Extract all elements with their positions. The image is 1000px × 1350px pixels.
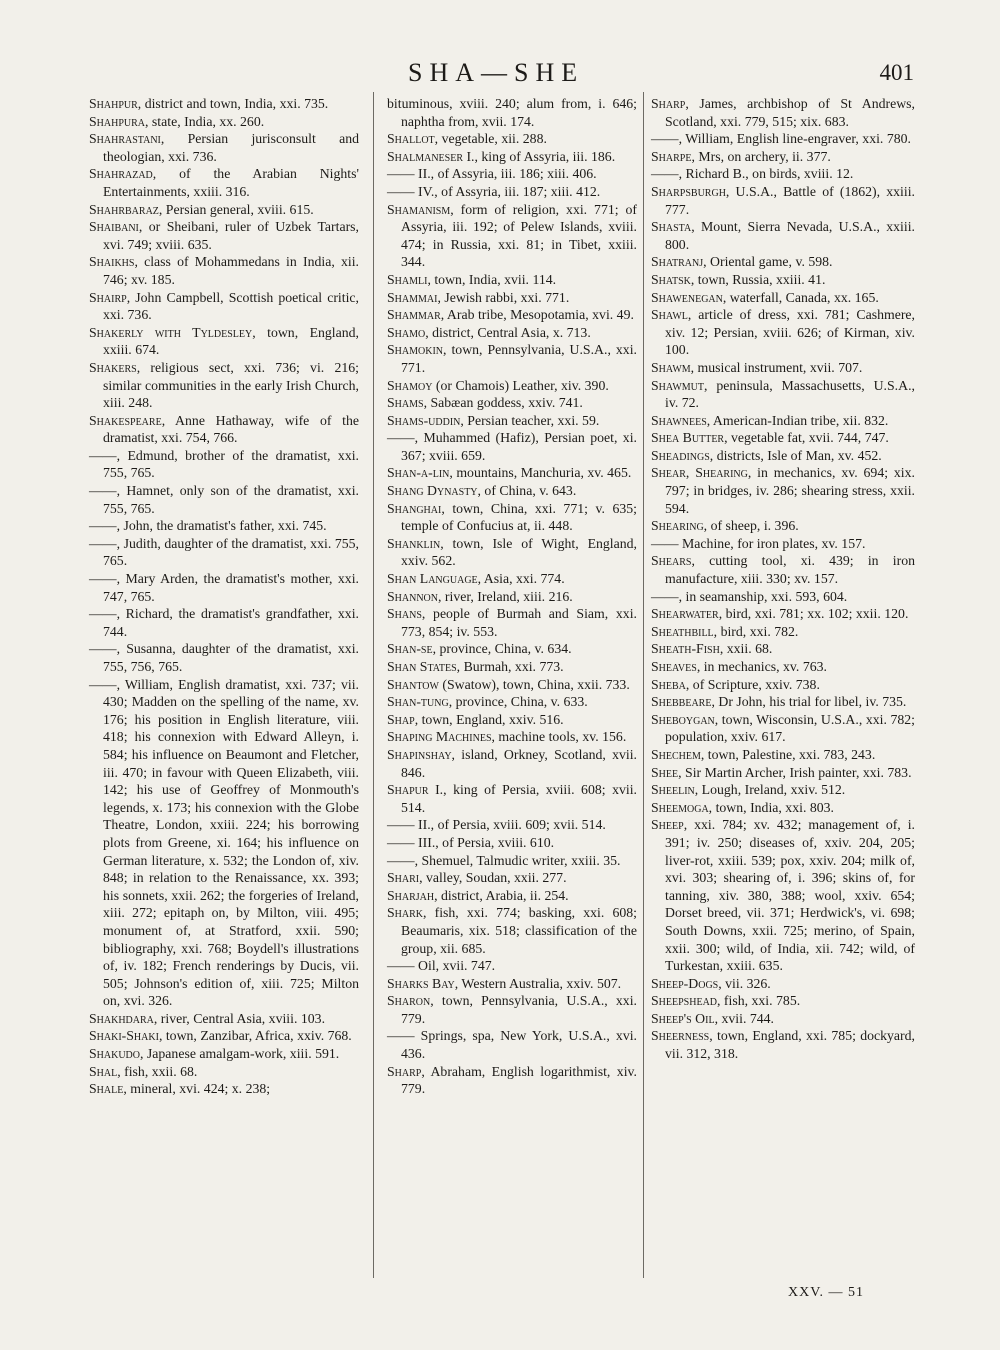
index-entry bbox=[387, 658, 637, 676]
entry-headword: Shear, Shearing bbox=[651, 465, 748, 481]
entry-references: , Abraham, English logarithmist, xiv. 779. bbox=[401, 1063, 637, 1097]
entry-references: —— Machine, for iron plates, xv. 157. bbox=[651, 535, 866, 551]
index-entry bbox=[89, 605, 359, 640]
entry-references: , James, archbishop of St Andrews, Scotland, xxi. 779, 515; xix. 683. bbox=[665, 96, 915, 129]
index-entry bbox=[89, 640, 359, 675]
entry-references: , Burmah, xxi. 773. bbox=[456, 659, 564, 674]
entry-headword: Shearing bbox=[651, 518, 704, 534]
entry-references: , Arab tribe, Mesopotamia, xvi. 49. bbox=[440, 307, 634, 323]
entry-headword: Sheep's Oil bbox=[651, 1010, 715, 1026]
entry-headword: Shakers bbox=[89, 359, 137, 375]
entry-references: , mineral, xvi. 424; x. 238; bbox=[123, 1081, 271, 1097]
entry-references: , Persian teacher, xxi. 59. bbox=[460, 412, 600, 428]
entry-headword: Shamanism bbox=[387, 201, 451, 217]
index-entry bbox=[387, 394, 637, 412]
entry-references: , districts, Isle of Man, xv. 452. bbox=[709, 447, 882, 463]
entry-references: , religious sect, xxi. 736; vi. 216; similar communities in the early Irish Church, xiii. 248. bbox=[103, 359, 359, 411]
entry-references: , of China, v. 643. bbox=[477, 483, 577, 499]
entry-headword: Shapur bbox=[387, 782, 429, 798]
entry-references: , Sabæan goddess, xxiv. 741. bbox=[423, 395, 583, 411]
entry-headword: Sheba bbox=[651, 676, 686, 692]
entry-headword: Sharpe bbox=[651, 148, 692, 164]
entry-references: ——, William, English line-engraver, xxi. 780. bbox=[651, 131, 911, 147]
index-entry bbox=[651, 306, 915, 359]
entry-headword: Shaibani bbox=[89, 219, 139, 235]
entry-references: —— II., of Assyria, iii. 186; xiii. 406. bbox=[387, 166, 597, 182]
entry-references: , town, Pennsylvania, U.S.A., xxi. 779. bbox=[401, 993, 637, 1026]
column-rule bbox=[643, 92, 644, 1278]
index-entry bbox=[387, 887, 637, 905]
entry-headword: Shap bbox=[387, 711, 415, 727]
index-entry bbox=[651, 130, 915, 148]
entry-headword: Shakerly with Tyldesley bbox=[89, 324, 253, 340]
index-entry bbox=[651, 412, 915, 430]
entry-headword: Sharks Bay bbox=[387, 975, 455, 991]
entry-references: , article of dress, xxi. 781; Cashmere, xiv. 12; Persian, xviii. 626; of Kirman, xiv. 100. bbox=[665, 307, 915, 358]
entry-references: , vegetable, xii. 288. bbox=[434, 131, 547, 147]
entry-references: (Swatow), town, China, xxii. 733. bbox=[438, 676, 630, 692]
entry-references: , town, Zanzibar, Africa, xxiv. 768. bbox=[158, 1028, 352, 1044]
index-entry bbox=[387, 183, 637, 201]
entry-references: I., king of Assyria, iii. 186. bbox=[463, 148, 616, 164]
entry-references: ——, Judith, daughter of the dramatist, xxi. 755, 765. bbox=[89, 535, 359, 569]
entry-references: , Asia, xxi. 774. bbox=[477, 571, 565, 587]
entry-references: , Japanese amalgam-work, xiii. 591. bbox=[140, 1046, 340, 1062]
entry-references: , of the Arabian Nights' Entertainments, xxiii. 316. bbox=[103, 166, 359, 199]
index-entry bbox=[89, 1080, 359, 1098]
entry-headword: Shahpura bbox=[89, 113, 146, 129]
entry-references: (or Chamois) Leather, xiv. 390. bbox=[432, 377, 609, 393]
entry-headword: Shannon bbox=[387, 588, 439, 604]
index-entry bbox=[651, 377, 915, 412]
index-entry bbox=[89, 289, 359, 324]
entry-references: , in mechanics, xv. 763. bbox=[696, 659, 827, 674]
entry-references: —— Springs, spa, New York, U.S.A., xvi. 436. bbox=[387, 1028, 637, 1062]
entry-references: I., king of Persia, xviii. 608; xvii. 514. bbox=[401, 782, 637, 815]
entry-headword: Sharjah bbox=[387, 887, 435, 903]
entry-references: ——, Richard, the dramatist's grandfather, xxi. 744. bbox=[89, 606, 359, 639]
entry-headword: Shechem bbox=[651, 746, 701, 762]
index-entry bbox=[89, 1063, 359, 1081]
index-entry bbox=[387, 992, 637, 1027]
index-entry bbox=[651, 1010, 915, 1028]
entry-references: , vegetable fat, xvii. 744, 747. bbox=[724, 430, 889, 446]
entry-references: , people of Burmah and Siam, xxi. 773, 854; iv. 553. bbox=[401, 606, 637, 639]
index-entry bbox=[89, 359, 359, 412]
entry-headword: Shakhdara bbox=[89, 1010, 154, 1026]
entry-headword: Shans bbox=[387, 606, 422, 622]
entry-references: —— IV., of Assyria, iii. 187; xiii. 412. bbox=[387, 183, 601, 199]
entry-headword: Sheath-Fish bbox=[651, 641, 720, 657]
entry-headword: Shakespeare bbox=[89, 412, 162, 428]
index-entry bbox=[387, 781, 637, 816]
index-entry bbox=[89, 412, 359, 447]
entry-references: , xxii. 68. bbox=[719, 641, 773, 657]
entry-references: , town, India, xxi. 803. bbox=[708, 799, 834, 815]
entry-headword: Shanghai bbox=[387, 500, 442, 516]
entry-references: , town, India, xvii. 114. bbox=[427, 271, 557, 287]
entry-headword: Shan-se bbox=[387, 641, 433, 657]
entry-references: , town, Palestine, xxi. 783, 243. bbox=[700, 746, 876, 762]
entry-references: , Persian general, xviii. 615. bbox=[158, 201, 314, 217]
entry-headword: Sheemoga bbox=[651, 799, 709, 815]
index-entry bbox=[651, 693, 915, 711]
index-entry bbox=[89, 324, 359, 359]
index-entry bbox=[387, 693, 637, 711]
index-entry bbox=[387, 711, 637, 729]
index-entry bbox=[387, 746, 637, 781]
entry-references: , John Campbell, Scottish poetical critic, xxi. 736. bbox=[103, 289, 359, 323]
entry-references: , Anne Hathaway, wife of the dramatist, xxi. 754, 766. bbox=[103, 412, 359, 446]
entry-references: , province, China, v. 633. bbox=[448, 694, 588, 710]
entry-headword: Shee bbox=[651, 764, 679, 780]
entry-references: —— III., of Persia, xviii. 610. bbox=[387, 834, 555, 850]
index-entry bbox=[89, 253, 359, 288]
entry-headword: Shapinshay bbox=[387, 746, 452, 762]
page-number: 401 bbox=[879, 60, 914, 85]
entry-headword: Shalmaneser bbox=[387, 148, 464, 164]
index-entry bbox=[89, 1045, 359, 1063]
index-entry bbox=[387, 289, 637, 307]
entry-references: , xxi. 784; xv. 432; management of, i. 391; iv. 250; diseases of, xxiv. 204, 205; liver-rot, xxiii. 539; pox, xxiv. 204; milk of, xvi. 303; shearing of, i. 396; skins of, for tanning, xiv. 380, 388; wool, xxiv. 654; Dorset breed, vii. 371; Herdwick's, vi. 698; South Downs, xxii. 725; merino, of Spain, xxii. 300; wild, of India, xii. 742; wild, of Turkestan, xxiii. 635. bbox=[665, 817, 915, 974]
entry-references: ——, Edmund, brother of the dramatist, xxi. 755, 765. bbox=[89, 447, 359, 481]
entry-references: , town, England, xxiii. 674. bbox=[103, 324, 359, 358]
entry-references: , valley, Soudan, xxii. 277. bbox=[419, 870, 567, 886]
index-entry bbox=[387, 904, 637, 957]
entry-references: , of Scripture, xxiv. 738. bbox=[685, 676, 820, 692]
entry-headword: Sheep-Dogs bbox=[651, 975, 719, 991]
entry-references: ——, William, English dramatist, xxi. 737; vii. 430; Madden on the spelling of the name, xv. 176; his position in English literature, viii. 418; his connexion with Edward Alleyn, i. 584; his influence on Beaumont and Fletcher, iii. 470; in favour with Queen Elizabeth, viii. 142; his use of Geoffrey of Monmouth's legends, x. 173; his connexion with the Globe Theatre, London, xxiii. 224; his borrowing plots from Greene, xi. 164; his influence on German literature, x. 532; the London of, xiv. 848; in relation to the Renaissance, xx. 393; his sonnets, xxii. 262; the forgeries of Ireland, xiii. 272; epitaph on, by Milton, viii. 495; monument of, at Stratford, xxii. 590; bibliography, xxi. 768; Boydell's illustrations of, iv. 182; French renderings by Ducis, vii. 505; Johnson's edition of, xiii. 725; Milton on, xvi. 326. bbox=[89, 676, 359, 1009]
entry-references: , mountains, Manchuria, xv. 465. bbox=[449, 465, 632, 481]
index-entry bbox=[651, 253, 915, 271]
entry-references: , machine tools, xv. 156. bbox=[491, 729, 627, 745]
index-entry bbox=[387, 852, 637, 870]
index-entry bbox=[651, 623, 915, 641]
index-entry bbox=[387, 975, 637, 993]
index-entry bbox=[651, 781, 915, 799]
entry-references: ——, in seamanship, xxi. 593, 604. bbox=[651, 588, 848, 604]
entry-headword: Shearwater bbox=[651, 606, 719, 622]
index-entry bbox=[89, 130, 359, 165]
entry-references: , or Sheibani, ruler of Uzbek Tartars, xvi. 749; xviii. 635. bbox=[103, 219, 359, 252]
index-entry bbox=[651, 746, 915, 764]
index-entry bbox=[651, 764, 915, 782]
entry-headword: Sheaves bbox=[651, 659, 697, 674]
entry-references: , xvii. 744. bbox=[714, 1010, 774, 1026]
index-entry bbox=[89, 113, 359, 131]
index-entry bbox=[89, 201, 359, 219]
index-entry bbox=[387, 95, 637, 130]
index-entry bbox=[89, 535, 359, 570]
index-entry bbox=[387, 482, 637, 500]
index-entry bbox=[387, 834, 637, 852]
index-entry bbox=[387, 1027, 637, 1062]
entry-headword: Shantow bbox=[387, 676, 439, 692]
entry-headword: Shan Language bbox=[387, 571, 478, 587]
index-entry bbox=[651, 271, 915, 289]
entry-references: , Lough, Ireland, xxiv. 512. bbox=[694, 782, 846, 798]
entry-references: , town, England, xxiv. 516. bbox=[414, 711, 564, 727]
entry-headword: Shamokin bbox=[387, 342, 444, 358]
entry-headword: Shahrbaraz bbox=[89, 201, 159, 217]
entry-references: , province, China, v. 634. bbox=[432, 641, 572, 657]
index-entry bbox=[387, 640, 637, 658]
index-entry bbox=[387, 130, 637, 148]
entry-references: , bird, xxi. 782. bbox=[713, 623, 799, 639]
index-entry bbox=[651, 658, 915, 676]
entry-headword: Shan-a-lin bbox=[387, 465, 450, 481]
entry-headword: Shebbeare bbox=[651, 694, 712, 710]
index-entry bbox=[387, 605, 637, 640]
entry-references: , bird, xxi. 781; xx. 102; xxii. 120. bbox=[718, 606, 909, 622]
index-entry bbox=[651, 183, 915, 218]
index-entry bbox=[387, 464, 637, 482]
index-entry bbox=[651, 535, 915, 553]
index-entry bbox=[89, 676, 359, 1010]
entry-headword: Shamo bbox=[387, 324, 426, 340]
index-entry bbox=[387, 957, 637, 975]
entry-headword: Sheadings bbox=[651, 447, 710, 463]
entry-references: , fish, xxi. 774; basking, xxi. 608; Beaumaris, xix. 518; classification of the group, xii. 685. bbox=[401, 905, 637, 956]
entry-headword: Shahrastani bbox=[89, 131, 161, 147]
index-entry bbox=[387, 676, 637, 694]
index-entry bbox=[387, 588, 637, 606]
entry-references: , Oriental game, v. 598. bbox=[703, 254, 833, 270]
index-column-2 bbox=[387, 95, 637, 1098]
entry-references: ——, Susanna, daughter of the dramatist, xxi. 755, 756, 765. bbox=[89, 641, 359, 674]
entry-references: , Sir Martin Archer, Irish painter, xxi. 783. bbox=[678, 764, 912, 780]
entry-references: —— Oil, xvii. 747. bbox=[387, 958, 496, 974]
index-entry bbox=[387, 570, 637, 588]
index-entry bbox=[387, 412, 637, 430]
index-entry bbox=[387, 535, 637, 570]
entry-references: , river, Central Asia, xviii. 103. bbox=[153, 1010, 326, 1026]
index-entry bbox=[89, 570, 359, 605]
index-entry bbox=[651, 447, 915, 465]
index-column-3 bbox=[651, 95, 915, 1063]
entry-references: , in mechanics, xv. 694; xix. 797; in bridges, iv. 286; shearing stress, xxii. 594. bbox=[665, 465, 915, 516]
entry-headword: Shasta bbox=[651, 219, 692, 235]
entry-headword: Sharpsburgh bbox=[651, 183, 726, 199]
entry-references: , state, India, xx. 260. bbox=[145, 113, 265, 129]
entry-headword: Shallot bbox=[387, 131, 435, 147]
entry-headword: Shears bbox=[651, 553, 692, 569]
entry-references: ——, Muhammed (Hafiz), Persian poet, xi. 367; xviii. 659. bbox=[387, 430, 637, 463]
index-entry bbox=[651, 711, 915, 746]
index-entry bbox=[651, 552, 915, 587]
entry-headword: Sharp bbox=[387, 1063, 422, 1079]
entry-references: , town, Pennsylvania, U.S.A., xxi. 771. bbox=[401, 342, 637, 375]
index-entry bbox=[651, 359, 915, 377]
index-entry bbox=[651, 588, 915, 606]
entry-headword: Shal bbox=[89, 1063, 118, 1079]
entry-headword: Shawenegan bbox=[651, 289, 723, 305]
entry-references: , of sheep, i. 396. bbox=[703, 518, 799, 534]
entry-references: ——, Mary Arden, the dramatist's mother, xxi. 747, 765. bbox=[89, 571, 359, 604]
entry-headword: Shahrazad bbox=[89, 166, 153, 182]
index-entry bbox=[651, 640, 915, 658]
index-entry bbox=[387, 341, 637, 376]
entry-references: bituminous, xviii. 240; alum from, i. 646; naphtha from, xvii. 174. bbox=[387, 96, 637, 129]
entry-headword: Shan States bbox=[387, 659, 457, 674]
entry-references: , town, China, xxi. 771; v. 635; temple of Confucius at, ii. 448. bbox=[401, 500, 637, 534]
entry-headword: Shawm bbox=[651, 359, 691, 375]
entry-references: , town, England, xxi. 785; dockyard, vii. 312, 318. bbox=[665, 1028, 915, 1062]
entry-headword: Shark bbox=[387, 905, 424, 921]
entry-references: , Dr John, his trial for libel, iv. 735. bbox=[711, 694, 907, 710]
entry-references: , district, Central Asia, x. 713. bbox=[425, 324, 591, 340]
entry-references: , Mount, Sierra Nevada, U.S.A., xxiii. 800. bbox=[665, 219, 915, 252]
index-entry bbox=[651, 799, 915, 817]
index-entry bbox=[651, 676, 915, 694]
index-entry bbox=[651, 429, 915, 447]
entry-headword: Shari bbox=[387, 870, 420, 886]
entry-headword: Shammai bbox=[387, 289, 438, 305]
index-entry bbox=[651, 975, 915, 993]
index-entry bbox=[387, 306, 637, 324]
entry-references: , river, Ireland, xiii. 216. bbox=[438, 588, 573, 604]
entry-headword: Shakudo bbox=[89, 1046, 141, 1062]
entry-references: , Mrs, on archery, ii. 377. bbox=[691, 148, 831, 164]
entry-references: , waterfall, Canada, xx. 165. bbox=[722, 289, 879, 305]
index-entry bbox=[651, 605, 915, 623]
column-rule bbox=[373, 92, 374, 1278]
entry-references: , peninsula, Massachusetts, U.S.A., iv. 72. bbox=[665, 377, 915, 411]
entry-references: , town, Isle of Wight, England, xxiv. 562. bbox=[401, 535, 637, 569]
entry-headword: Sheepshead bbox=[651, 993, 718, 1009]
entry-headword: Sheathbill bbox=[651, 623, 714, 639]
index-entry bbox=[651, 816, 915, 974]
entry-references: , vii. 326. bbox=[718, 975, 771, 991]
index-entry bbox=[89, 165, 359, 200]
index-entry bbox=[89, 218, 359, 253]
entry-references: , fish, xxii. 68. bbox=[117, 1063, 198, 1079]
index-entry bbox=[387, 324, 637, 342]
entry-references: , U.S.A., Battle of (1862), xxiii. 777. bbox=[665, 183, 915, 217]
entry-headword: Shaki-Shaki bbox=[89, 1028, 159, 1044]
entry-references: , Western Australia, xxiv. 507. bbox=[454, 975, 622, 991]
index-entry bbox=[89, 95, 359, 113]
entry-headword: Shanklin bbox=[387, 535, 441, 551]
entry-headword: Shawmut bbox=[651, 377, 704, 393]
index-entry bbox=[651, 218, 915, 253]
index-entry bbox=[651, 95, 915, 130]
entry-references: ——, Hamnet, only son of the dramatist, xxi. 755, 765. bbox=[89, 483, 359, 516]
index-entry bbox=[387, 429, 637, 464]
entry-headword: Shamoy bbox=[387, 377, 433, 393]
entry-headword: Shamli bbox=[387, 271, 428, 287]
index-entry bbox=[651, 464, 915, 517]
index-entry bbox=[387, 869, 637, 887]
entry-headword: Sheep bbox=[651, 817, 684, 833]
index-entry bbox=[651, 165, 915, 183]
index-entry bbox=[387, 816, 637, 834]
index-entry bbox=[387, 271, 637, 289]
entry-headword: Shang Dynasty bbox=[387, 483, 478, 499]
entry-references: ——, Richard B., on birds, xviii. 12. bbox=[651, 166, 854, 182]
entry-references: , Persian jurisconsult and theologian, xxi. 736. bbox=[103, 131, 359, 164]
entry-headword: Shaping Machines bbox=[387, 729, 492, 745]
running-head: SHA—SHE bbox=[408, 58, 585, 87]
index-entry bbox=[387, 500, 637, 535]
signature-mark: XXV. — 51 bbox=[788, 1285, 865, 1300]
entry-headword: Sheerness bbox=[651, 1028, 710, 1044]
entry-references: —— II., of Persia, xviii. 609; xvii. 514. bbox=[387, 817, 606, 833]
entry-headword: Shams bbox=[387, 395, 424, 411]
index-entry bbox=[89, 447, 359, 482]
index-entry bbox=[651, 517, 915, 535]
index-entry bbox=[651, 1027, 915, 1062]
entry-headword: Shea Butter bbox=[651, 430, 725, 446]
index-entry bbox=[89, 517, 359, 535]
index-entry bbox=[387, 148, 637, 166]
entry-headword: Sheelin bbox=[651, 782, 695, 798]
entry-headword: Shaikhs bbox=[89, 254, 135, 270]
entry-headword: Shammar bbox=[387, 307, 441, 323]
entry-headword: Shawl bbox=[651, 307, 688, 323]
index-entry bbox=[387, 165, 637, 183]
entry-headword: Sharon bbox=[387, 993, 431, 1009]
entry-references: , island, Orkney, Scotland, xvii. 846. bbox=[401, 746, 637, 780]
entry-headword: Shatranj bbox=[651, 254, 704, 270]
entry-headword: Shams-uddin bbox=[387, 412, 461, 428]
index-entry bbox=[387, 377, 637, 395]
entry-references: , cutting tool, xi. 439; in iron manufacture, xiii. 330; xv. 157. bbox=[665, 553, 915, 587]
entry-references: , town, Wisconsin, U.S.A., xxi. 782; population, xxiv. 617. bbox=[665, 711, 915, 745]
entry-headword: Shale bbox=[89, 1081, 124, 1097]
index-entry bbox=[89, 1010, 359, 1028]
index-entry bbox=[387, 1063, 637, 1098]
index-column-1 bbox=[89, 95, 359, 1098]
index-entry bbox=[651, 148, 915, 166]
entry-references: , Jewish rabbi, xxi. 771. bbox=[437, 289, 570, 305]
entry-references: , form of religion, xxi. 771; of Assyria, iii. 192; of Pelew Islands, xviii. 474; in Russia, xxi. 81; in Tibet, xxiii. 344. bbox=[401, 201, 637, 270]
entry-references: , class of Mohammedans in India, xii. 746; xv. 185. bbox=[103, 254, 359, 287]
index-entry bbox=[387, 728, 637, 746]
entry-headword: Shawnees bbox=[651, 412, 707, 428]
entry-references: ——, John, the dramatist's father, xxi. 745. bbox=[89, 518, 327, 534]
index-entry bbox=[651, 992, 915, 1010]
entry-headword: Sharp bbox=[651, 96, 686, 111]
entry-references: ——, Shemuel, Talmudic writer, xxiii. 35. bbox=[387, 852, 621, 868]
index-entry bbox=[651, 289, 915, 307]
index-entry bbox=[89, 482, 359, 517]
entry-references: , district, Arabia, ii. 254. bbox=[434, 887, 569, 903]
entry-headword: Shahpur bbox=[89, 96, 138, 111]
entry-references: , musical instrument, xvii. 707. bbox=[690, 359, 863, 375]
entry-headword: Sheboygan bbox=[651, 711, 715, 727]
entry-references: , fish, xxi. 785. bbox=[717, 993, 801, 1009]
entry-references: , town, Russia, xxiii. 41. bbox=[690, 271, 826, 287]
index-entry bbox=[387, 201, 637, 271]
entry-references: , district and town, India, xxi. 735. bbox=[137, 96, 329, 111]
entry-headword: Shairp bbox=[89, 289, 127, 305]
entry-headword: Shan-tung bbox=[387, 694, 449, 710]
index-entry bbox=[89, 1027, 359, 1045]
entry-references: , American-Indian tribe, xii. 832. bbox=[706, 412, 889, 428]
entry-headword: Shatsk bbox=[651, 271, 691, 287]
